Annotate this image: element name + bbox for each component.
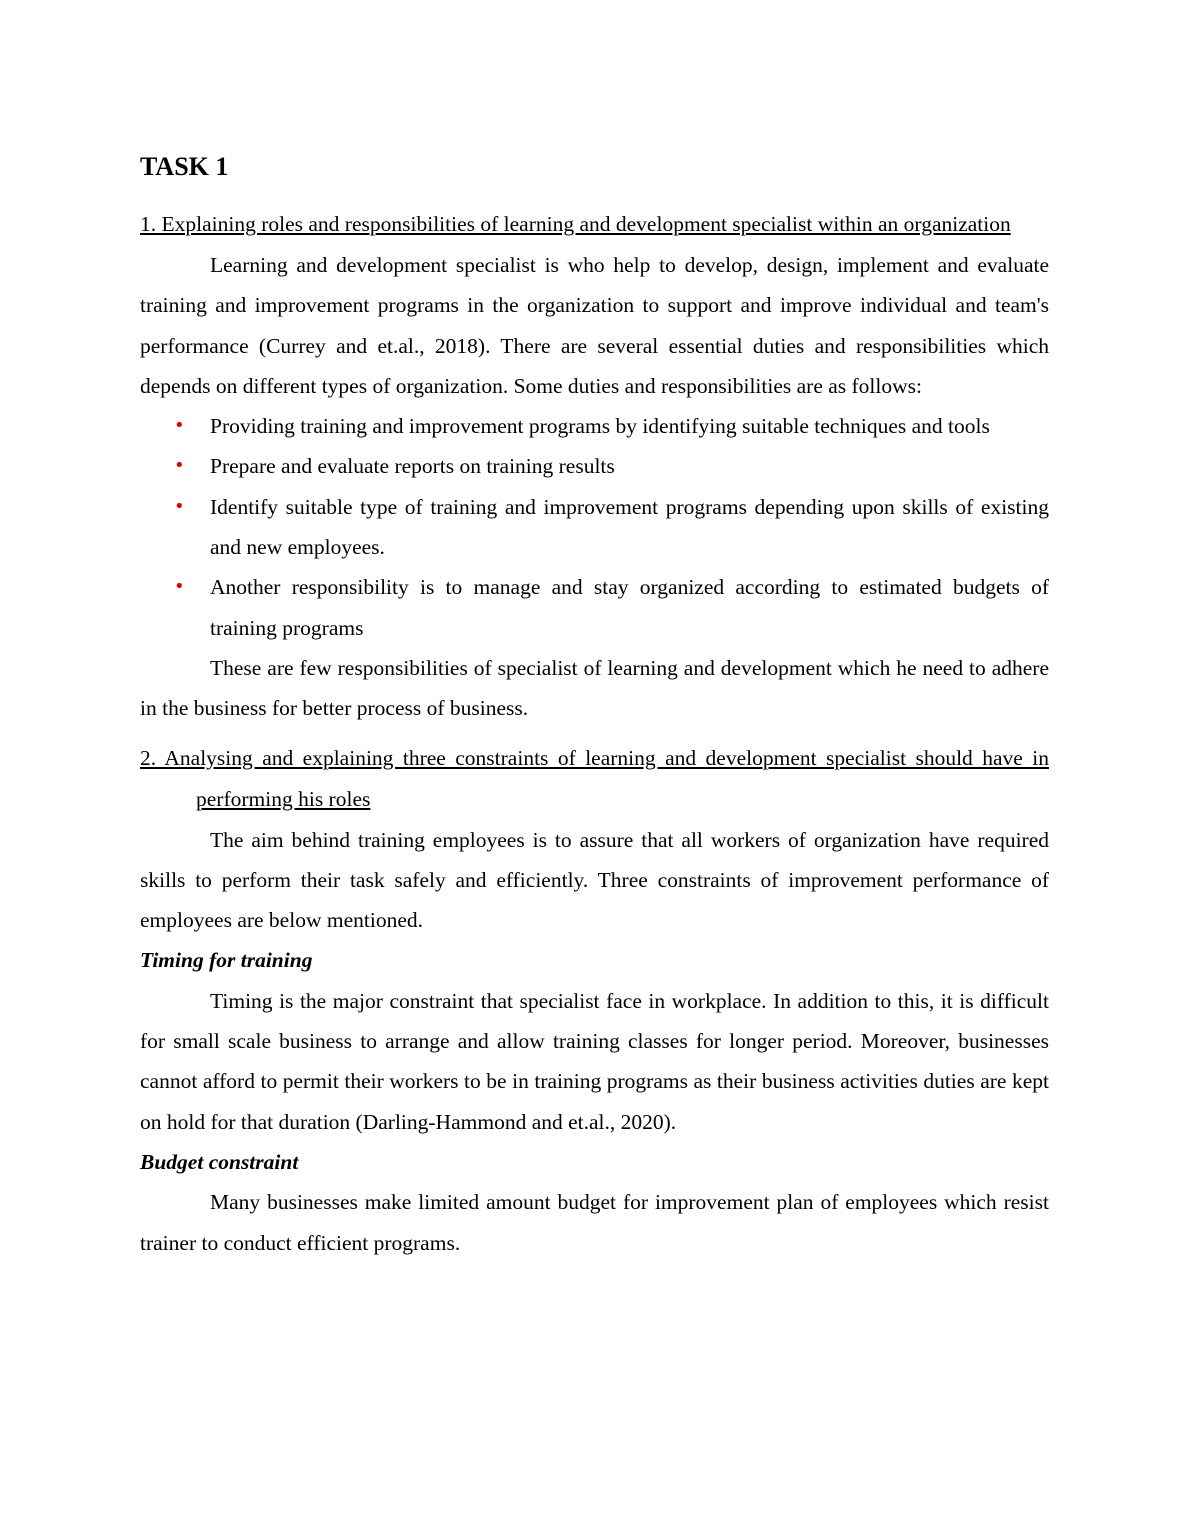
budget-paragraph: Many businesses make limited amount budget for improvement plan of employees which resist trainer to conduct efficient programs. <box>140 1190 1049 1255</box>
list-item-text: Prepare and evaluate reports on training results <box>210 454 615 479</box>
section-1-intro: Learning and development specialist is who help to develop, design, implement and evaluate training and improvement programs in the organization to support and improve individual and team's performance (Currey and et.al., 2018). There are several essential duties and responsibilities which depends on different types of organization. Some duties and responsibilities are as follows: <box>140 253 1049 398</box>
timing-paragraph: Timing is the major constraint that specialist face in workplace. In addition to this, it is difficult for small scale business to arrange and allow training classes for longer period. Moreover, businesses cannot afford to permit their workers to be in training programs as their business activities duties are kept on hold for that duration (Darling-Hammond and et.al., 2020). <box>140 988 1049 1134</box>
subheading-budget: Budget constraint <box>140 1149 299 1174</box>
bullet-icon: • <box>174 495 185 517</box>
list-item-text: Identify suitable type of training and improvement programs depending upon skills of existing and new employees. <box>210 494 1049 560</box>
responsibilities-list <box>140 406 1049 648</box>
list-item <box>140 567 1049 648</box>
section-1-closing: These are few responsibilities of specialist of learning and development which he need to adhere in the business for better process of business. <box>140 655 1049 721</box>
task-title: TASK 1 <box>140 152 229 181</box>
section-2-heading: 2. Analysing and explaining three constraints of learning and development specialist should have in performing his roles <box>140 745 1049 811</box>
bullet-icon: • <box>174 415 185 437</box>
section-1-heading: 1. Explaining roles and responsibilities of learning and development specialist within an organization <box>140 212 1011 236</box>
section-2-intro: The aim behind training employees is to assure that all workers of organization have required skills to perform their task safely and efficiently. Three constraints of improvement performance of employees are below mentioned. <box>140 827 1049 933</box>
list-item <box>140 446 1049 486</box>
list-item-text: Another responsibility is to manage and stay organized according to estimated budgets of training programs <box>210 575 1049 640</box>
subheading-timing: Timing for training <box>140 948 313 973</box>
bullet-icon: • <box>174 576 185 598</box>
list-item-text: Providing training and improvement programs by identifying suitable techniques and tools <box>210 414 990 439</box>
document-body <box>140 148 1049 1263</box>
list-item <box>140 406 1049 446</box>
bullet-icon: • <box>174 455 185 477</box>
list-item <box>140 487 1049 568</box>
